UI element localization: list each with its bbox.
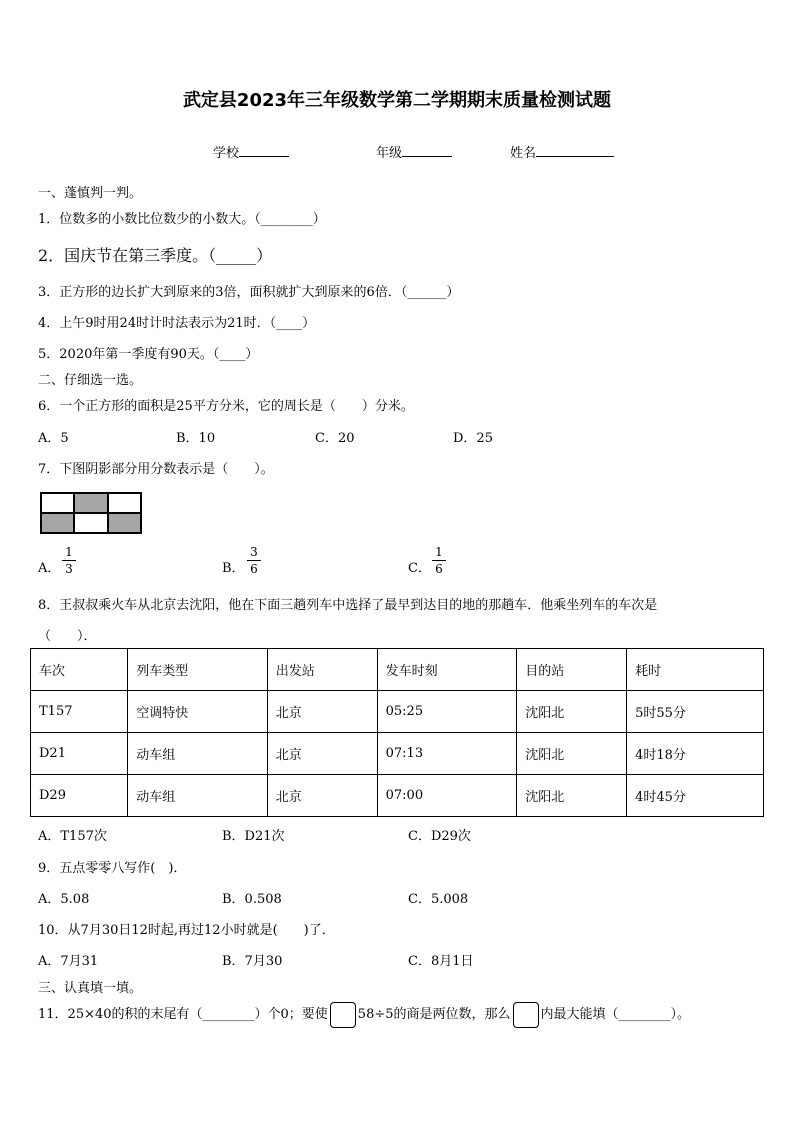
page-title: 武定县2023年三年级数学第二学期期末质量检测试题 bbox=[182, 90, 612, 111]
question-3: 3．正方形的边长扩大到原来的3倍，面积就扩大到原来的6倍．（______） bbox=[38, 285, 460, 300]
q9-option-b: B．0.508 bbox=[222, 892, 282, 907]
grid-cell-shaded bbox=[41, 513, 74, 533]
table-cell: 沈阳北 bbox=[517, 733, 627, 775]
header-cell: 出发站 bbox=[267, 649, 377, 691]
header-cell: 目的站 bbox=[517, 649, 627, 691]
question-8: 8．王叔叔乘火车从北京去沈阳，他在下面三趟列车中选择了最早到达目的地的那趟车．他乘坐列车的车次是 bbox=[38, 598, 658, 613]
q11-answer-box-1[interactable] bbox=[330, 1002, 356, 1028]
grid-cell bbox=[74, 513, 107, 533]
table-cell: 沈阳北 bbox=[517, 691, 627, 733]
grade-label: 年级 bbox=[376, 146, 403, 161]
table-cell: T157 bbox=[31, 691, 128, 733]
q8-option-b: B．D21次 bbox=[222, 829, 285, 844]
header-cell: 耗时 bbox=[627, 649, 764, 691]
table-cell: 动车组 bbox=[128, 733, 268, 775]
table-cell: 07:00 bbox=[377, 775, 517, 817]
grid-cell-shaded bbox=[108, 513, 141, 533]
table-cell: 4时45分 bbox=[627, 775, 764, 817]
q11-text-part3: 内最大能填（________）。 bbox=[540, 1007, 691, 1022]
grid-cell bbox=[41, 493, 74, 513]
school-label: 学校 bbox=[213, 146, 240, 161]
q10-option-a: A．7月31 bbox=[38, 954, 99, 969]
table-header-row bbox=[31, 649, 764, 691]
grid-cell bbox=[108, 493, 141, 513]
question-2: 2．国庆节在第三季度。（_____） bbox=[38, 246, 273, 265]
fraction-numerator: 1 bbox=[62, 545, 76, 561]
grade-field[interactable] bbox=[376, 142, 452, 161]
table-cell: 动车组 bbox=[128, 775, 268, 817]
section2-heading: 二、仔细选一选。 bbox=[38, 373, 143, 388]
q7-option-c-label: C． bbox=[408, 561, 431, 576]
name-blank[interactable] bbox=[536, 144, 614, 157]
q10-option-c: C．8月1日 bbox=[408, 954, 474, 969]
table-cell: 05:25 bbox=[377, 691, 517, 733]
table-cell: 4时18分 bbox=[627, 733, 764, 775]
school-blank[interactable] bbox=[239, 144, 289, 157]
table-cell: 北京 bbox=[267, 691, 377, 733]
question-4: 4．上午9时用24时计时法表示为21时．（____） bbox=[38, 316, 316, 331]
question-6: 6．一个正方形的面积是25平方分米，它的周长是（ ）分米。 bbox=[38, 399, 414, 414]
fraction-grid-figure bbox=[40, 492, 142, 534]
school-field[interactable] bbox=[213, 142, 289, 161]
table-cell: D21 bbox=[31, 733, 128, 775]
question-9: 9．五点零零八写作( )． bbox=[38, 861, 187, 876]
table-row bbox=[31, 691, 764, 733]
table-cell: 空调特快 bbox=[128, 691, 268, 733]
question-11 bbox=[38, 1001, 690, 1029]
q6-option-b: B．10 bbox=[176, 431, 216, 446]
q8-option-c: C．D29次 bbox=[408, 829, 471, 844]
q7-option-b-label: B． bbox=[222, 561, 245, 576]
q11-text-part1: 11．25×40的积的末尾有（________）个0；要使 bbox=[38, 1007, 328, 1022]
q6-option-c: C．20 bbox=[315, 431, 355, 446]
header-cell: 车次 bbox=[31, 649, 128, 691]
section3-heading: 三、认真填一填。 bbox=[38, 981, 143, 996]
fraction-numerator: 1 bbox=[432, 545, 446, 561]
table-row bbox=[31, 775, 764, 817]
q6-option-a: A．5 bbox=[38, 431, 69, 446]
q7-option-c-fraction bbox=[432, 545, 446, 576]
table-cell: 北京 bbox=[267, 775, 377, 817]
name-field[interactable] bbox=[510, 142, 614, 161]
question-8-answer: （ ）． bbox=[38, 629, 97, 644]
q11-text-part2: 58÷5的商是两位数，那么 bbox=[357, 1007, 511, 1022]
q6-option-d: D．25 bbox=[453, 431, 493, 446]
q10-option-b: B．7月30 bbox=[222, 954, 283, 969]
table-cell: D29 bbox=[31, 775, 128, 817]
table-cell: 5时55分 bbox=[627, 691, 764, 733]
header-cell: 列车类型 bbox=[128, 649, 268, 691]
grid-cell-shaded bbox=[74, 493, 107, 513]
fraction-denominator: 3 bbox=[65, 562, 73, 576]
question-5: 5．2020年第一季度有90天。（____） bbox=[38, 347, 259, 362]
fraction-denominator: 6 bbox=[250, 562, 258, 576]
question-10: 10．从7月30日12时起,再过12小时就是( )了． bbox=[38, 923, 335, 938]
grade-blank[interactable] bbox=[402, 144, 452, 157]
fraction-denominator: 6 bbox=[435, 562, 443, 576]
train-schedule-table bbox=[30, 648, 764, 817]
q8-option-a: A．T157次 bbox=[38, 829, 107, 844]
q9-option-c: C．5.008 bbox=[408, 892, 469, 907]
fraction-numerator: 3 bbox=[247, 545, 261, 561]
q7-option-a-fraction bbox=[62, 545, 76, 576]
header-cell: 发车时刻 bbox=[377, 649, 517, 691]
table-cell: 07:13 bbox=[377, 733, 517, 775]
section1-heading: 一、蓬慎判一判。 bbox=[38, 186, 143, 201]
q7-option-a-label: A． bbox=[38, 561, 61, 576]
q9-option-a: A．5.08 bbox=[38, 892, 90, 907]
q7-option-b-fraction bbox=[247, 545, 261, 576]
question-7: 7．下图阴影部分用分数表示是（ ）。 bbox=[38, 462, 274, 477]
table-cell: 北京 bbox=[267, 733, 377, 775]
table-cell: 沈阳北 bbox=[517, 775, 627, 817]
name-label: 姓名 bbox=[510, 146, 537, 161]
question-1: 1．位数多的小数比位数少的小数大。（________） bbox=[38, 212, 326, 227]
table-row bbox=[31, 733, 764, 775]
q11-answer-box-2[interactable] bbox=[513, 1002, 539, 1028]
